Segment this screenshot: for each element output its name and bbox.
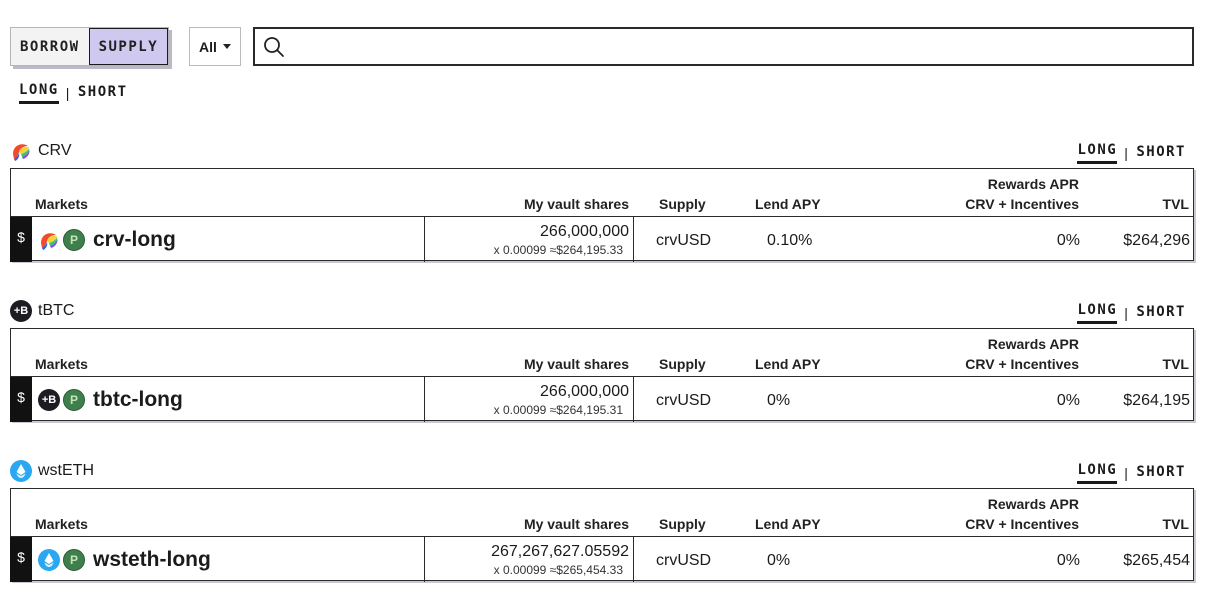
vault-shares-cell <box>424 217 634 262</box>
supply-value: crvUSD <box>656 232 712 249</box>
header-my-vault-shares[interactable]: My vault shares <box>523 196 629 212</box>
collateral-icon <box>38 229 60 251</box>
lend-apy-value: 0.10% <box>767 232 813 249</box>
header-my-vault-shares[interactable]: My vault shares <box>523 516 629 532</box>
vault-shares-value: 266,000,000 <box>540 383 629 400</box>
market-cell[interactable] <box>38 537 211 582</box>
pool-icon: P <box>63 389 85 411</box>
token-name: wstETH <box>38 462 94 479</box>
dollar-icon: $ <box>10 377 32 422</box>
tab-long[interactable]: LONG <box>1077 302 1117 324</box>
market-section-crv <box>10 140 1194 257</box>
vault-shares-value: 266,000,000 <box>540 223 629 240</box>
token-name: tBTC <box>38 302 75 319</box>
mode-toggle <box>10 27 169 66</box>
header-supply[interactable]: Supply <box>659 516 706 532</box>
section-header <box>10 300 1194 326</box>
table-row[interactable] <box>10 536 1194 582</box>
supply-value: crvUSD <box>656 552 712 569</box>
rewards-apr-value: 0% <box>1056 552 1080 569</box>
markets-table <box>10 168 1194 261</box>
section-long-short-toggle <box>1077 462 1186 484</box>
header-lend-apy[interactable]: Lend APY <box>755 196 821 212</box>
section-long-short-toggle <box>1077 302 1186 324</box>
dollar-icon: $ <box>10 217 32 262</box>
tvl-value: $264,195 <box>1123 392 1190 409</box>
header-tvl[interactable]: TVL <box>1162 196 1189 212</box>
header-rewards-apr[interactable]: Rewards APR <box>987 496 1079 512</box>
section-long-short-toggle <box>1077 142 1186 164</box>
toggle-separator: | <box>1124 465 1130 481</box>
header-tvl[interactable]: TVL <box>1162 356 1189 372</box>
vault-shares-cell <box>424 377 634 422</box>
collateral-icon: +B <box>38 389 60 411</box>
search-input[interactable] <box>293 32 1192 62</box>
tab-long[interactable]: LONG <box>19 82 59 104</box>
header-rewards-apr-sub: CRV + Incentives <box>965 516 1079 532</box>
tab-short[interactable]: SHORT <box>1136 303 1186 320</box>
section-title <box>10 140 72 162</box>
header-markets[interactable]: Markets <box>35 196 88 212</box>
tab-short[interactable]: SHORT <box>1136 143 1186 160</box>
rewards-apr-value: 0% <box>1056 232 1080 249</box>
tab-long[interactable]: LONG <box>1077 142 1117 164</box>
tvl-value: $265,454 <box>1123 552 1190 569</box>
header-lend-apy[interactable]: Lend APY <box>755 356 821 372</box>
section-title <box>10 460 94 482</box>
vault-shares-usd: x 0.00099 ≈$264,195.31 <box>493 403 623 417</box>
borrow-button[interactable]: BORROW <box>11 28 89 65</box>
search-icon <box>263 36 285 58</box>
vault-shares-usd: x 0.00099 ≈$264,195.33 <box>493 243 623 257</box>
toolbar <box>10 27 1194 66</box>
vault-shares-usd: x 0.00099 ≈$265,454.33 <box>493 563 623 577</box>
header-markets[interactable]: Markets <box>35 516 88 532</box>
market-section-tbtc <box>10 300 1194 417</box>
header-supply[interactable]: Supply <box>659 356 706 372</box>
table-row[interactable] <box>10 216 1194 262</box>
section-title <box>10 300 74 322</box>
toggle-separator: | <box>65 85 71 101</box>
rewards-apr-value: 0% <box>1056 392 1080 409</box>
markets-table <box>10 328 1194 421</box>
section-header <box>10 460 1194 486</box>
tab-long[interactable]: LONG <box>1077 462 1117 484</box>
supply-button[interactable]: SUPPLY <box>89 28 169 65</box>
header-supply[interactable]: Supply <box>659 196 706 212</box>
caret-down-icon <box>223 44 231 49</box>
markets-table <box>10 488 1194 581</box>
vault-shares-cell <box>424 537 634 582</box>
global-long-short-toggle <box>19 82 128 104</box>
collateral-icon <box>38 549 60 571</box>
tbtc-icon: +B <box>10 300 32 322</box>
lend-apy-value: 0% <box>767 552 791 569</box>
header-rewards-apr[interactable]: Rewards APR <box>987 176 1079 192</box>
market-cell[interactable] <box>38 377 183 422</box>
section-header <box>10 140 1194 166</box>
market-name[interactable]: wsteth-long <box>93 547 211 571</box>
wsteth-icon <box>10 460 32 482</box>
search-box <box>253 27 1194 66</box>
header-tvl[interactable]: TVL <box>1162 516 1189 532</box>
market-section-wsteth <box>10 460 1194 577</box>
header-lend-apy[interactable]: Lend APY <box>755 516 821 532</box>
supply-value: crvUSD <box>656 392 712 409</box>
header-rewards-apr-sub: CRV + Incentives <box>965 196 1079 212</box>
header-rewards-apr[interactable]: Rewards APR <box>987 336 1079 352</box>
toggle-separator: | <box>1124 305 1130 321</box>
tvl-value: $264,296 <box>1123 232 1190 249</box>
pool-icon: P <box>63 229 85 251</box>
header-my-vault-shares[interactable]: My vault shares <box>523 356 629 372</box>
market-name[interactable]: crv-long <box>93 227 176 251</box>
header-rewards-apr-sub: CRV + Incentives <box>965 356 1079 372</box>
tab-short[interactable]: SHORT <box>77 83 128 100</box>
filter-select[interactable] <box>189 27 241 66</box>
crv-icon <box>10 140 32 162</box>
market-cell[interactable] <box>38 217 176 262</box>
token-name: CRV <box>38 142 72 159</box>
toggle-separator: | <box>1124 145 1130 161</box>
tab-short[interactable]: SHORT <box>1136 463 1186 480</box>
lend-apy-value: 0% <box>767 392 791 409</box>
market-name[interactable]: tbtc-long <box>93 387 183 411</box>
pool-icon: P <box>63 549 85 571</box>
header-markets[interactable]: Markets <box>35 356 88 372</box>
vault-shares-value: 267,267,627.05592 <box>491 543 629 560</box>
table-row[interactable] <box>10 376 1194 422</box>
filter-value: All <box>199 38 217 55</box>
dollar-icon: $ <box>10 537 32 582</box>
